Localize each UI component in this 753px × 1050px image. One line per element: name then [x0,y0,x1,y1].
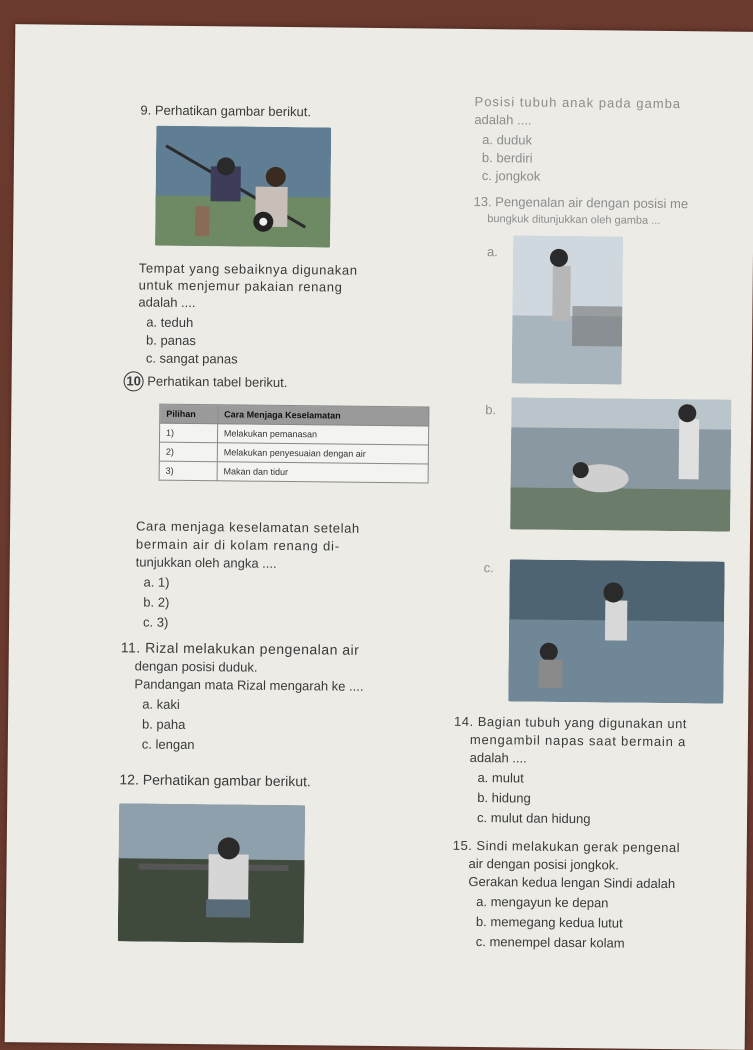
q10-option-c: c. 3) [143,614,169,630]
q14-line2: mengambil napas saat bermain a [469,731,687,750]
table-cell: Makan dan tidur [217,462,428,483]
q14-line1: 14. Bagian tubuh yang digunakan unt [453,713,688,732]
q15-option-c: c. menempel dasar kolam [475,934,625,951]
right-top-line1: Posisi tubuh anak pada gamba [474,93,682,112]
table-header-pilihan: Pilihan [160,404,218,424]
table-header-cara: Cara Menjaga Keselamatan [218,405,429,426]
q11-option-c: c. lengan [141,736,195,753]
q9-heading: 9. Perhatikan gambar berikut. [140,102,312,120]
q13-image-a [512,235,624,384]
worksheet-page [5,24,753,1050]
q9-option-a: a. teduh [146,314,194,331]
q9-body-line2: untuk menjemur pakaian renang [138,277,343,295]
q10-number-circle: 10 [124,371,144,391]
q10-body-line3: tunjukkan oleh angka .... [135,554,277,571]
q14-option-c: c. mulut dan hidung [476,810,591,827]
q13-image-c [508,559,724,703]
q13-option-b-label: b. [485,402,497,418]
right-top-line2: adalah .... [474,111,532,128]
q12-illustration [118,803,305,943]
right-top-option-a: a. duduk [482,132,533,148]
q10-body-line2: bermain air di kolam renang di- [135,536,340,554]
table-cell: Melakukan pemanasan [217,424,428,445]
q13-option-c-label: c. [483,560,494,576]
q10-option-b: b. 2) [143,594,170,610]
q13-image-b [510,397,731,531]
q11-line3: Pandangan mata Rizal mengarah ke .... [134,676,364,694]
right-top-option-c: c. jongkok [481,168,541,184]
q11-option-a: a. kaki [142,696,180,712]
table-row [159,461,428,483]
q9-option-c: c. sangat panas [145,350,238,367]
q14-option-a: a. mulut [477,770,524,786]
q10-body-line1: Cara menjaga keselamatan setelah [136,518,360,536]
q15-option-b: b. memegang kedua lutut [475,914,623,931]
safety-table [159,404,430,484]
table-cell: 1) [159,423,217,443]
q14-option-b: b. hidung [477,790,531,806]
table-cell: 2) [159,442,217,462]
q12-heading: 12. Perhatikan gambar berikut. [119,771,311,790]
q11-line1: 11. Rizal melakukan pengenalan air [120,639,360,658]
q10-heading: Perhatikan tabel berikut. [147,373,288,391]
q11-line2: dengan posisi duduk. [134,658,258,675]
q10-heading-row [124,371,288,393]
table-cell: 3) [159,461,217,481]
q11-option-b: b. paha [141,716,186,732]
q9-illustration [155,126,331,248]
q9-body-line3: adalah .... [138,294,196,311]
q9-option-b: b. panas [145,332,197,349]
q10-option-a: a. 1) [143,574,170,590]
q9-body-line1: Tempat yang sebaiknya digunakan [138,260,358,278]
q13-option-a-label: a. [486,244,498,260]
q14-line3: adalah .... [469,749,527,766]
table-cell: Melakukan penyesuaian dengan air [217,443,428,464]
q15-line1: 15. Sindi melakukan gerak pengenal [452,837,681,856]
q15-line3: Gerakan kedua lengan Sindi adalah [468,873,676,892]
right-top-option-b: b. berdiri [481,150,533,166]
q15-line2: air dengan posisi jongkok. [468,855,619,873]
q15-option-a: a. mengayun ke depan [476,894,609,911]
q13-line2: bungkuk ditunjukkan oleh gamba ... [487,213,661,227]
q13-line1: 13. Pengenalan air dengan posisi me [473,193,689,212]
